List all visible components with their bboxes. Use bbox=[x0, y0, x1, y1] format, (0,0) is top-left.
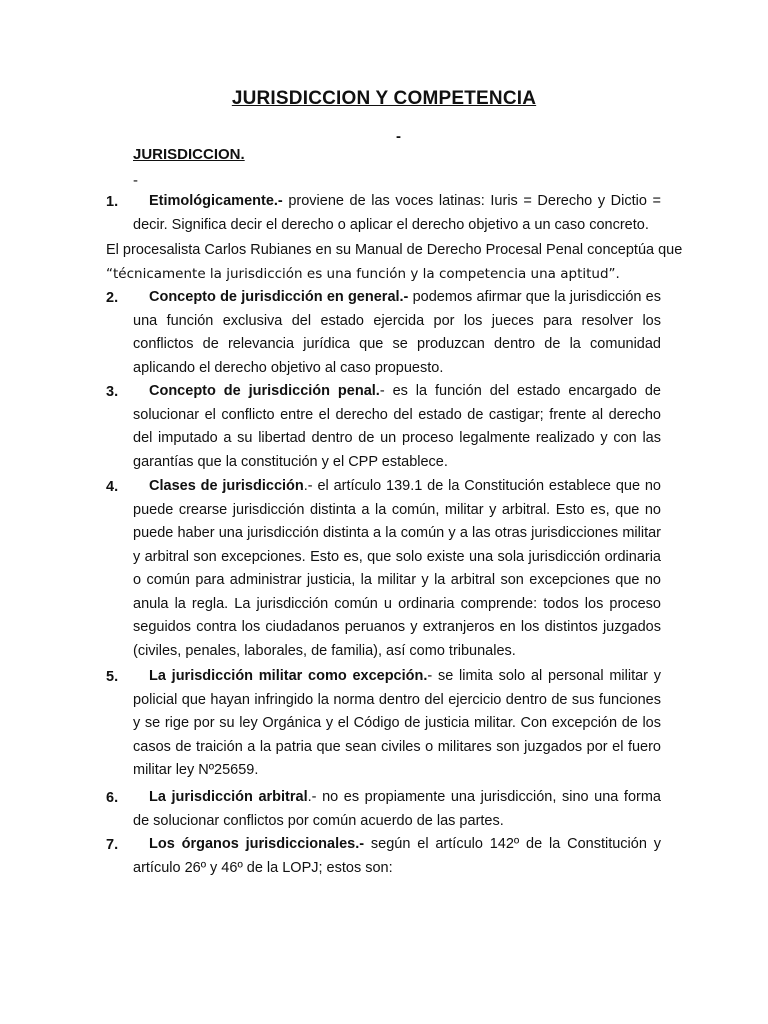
item-text: - es la función del estado encargado de solucionar el conflicto entre el derecho del estado de castigar; frente al derecho del imputado a su libertad dentro de un proceso legalmente realizado y con las garantías que la constitución y el CPP establece. bbox=[133, 383, 661, 470]
item-text: podemos afirmar que la jurisdicción es una función exclusiva del estado ejercida por los jueces para resolver los conflictos de relevancia jurídica que se produzcan dentro de la comunidad aplicando el derecho objetivo al caso propuesto. bbox=[133, 289, 661, 376]
item-heading: Concepto de jurisdicción penal. bbox=[149, 383, 380, 399]
section-heading: JURISDICCION. bbox=[133, 146, 245, 163]
item-number: 4. bbox=[106, 479, 119, 495]
item-text: - se limita solo al personal militar y policial que hayan infringido la norma dentro del ejercicio dentro de sus funciones y se rige por su ley Orgánica y el Código de justicia militar. Con excepción de los casos de traición a la patria que sean civiles o militares son juzgados por el fuero militar ley Nº25659. bbox=[133, 668, 661, 778]
item-number: 5. bbox=[106, 669, 119, 685]
item-text: proviene de las voces latinas: Iuris = Derecho y Dictio = decir. Significa decir el derecho o aplicar el derecho objetivo a un caso concreto. bbox=[133, 193, 661, 233]
item-number: 3. bbox=[106, 384, 119, 400]
list-item-2 bbox=[133, 286, 661, 380]
item-heading: Clases de jurisdicción bbox=[149, 478, 304, 494]
interlude-line-1: El procesalista Carlos Rubianes en su Manual de Derecho Procesal Penal conceptúa que bbox=[106, 242, 683, 258]
item-text: .- el artículo 139.1 de la Constitución establece que no puede crearse jurisdicción distinta a la común, militar y arbitral. Esto es, que no puede haber una jurisdicción distinta a la común y a las otras jurisdicciones militar y arbitral son excepciones. Esto es, que solo existe una sola jurisdicción ordinaria o común para administrar justicia, la militar y la arbitral son excepciones que no anula la regla. La jurisdicción común u ordinaria comprende: todos los proceso seguidos contra los ciudadanos peruanos y extranjeros en los distintos juzgados (civiles, penales, laborales, de familia), así como tribunales. bbox=[133, 478, 661, 659]
item-number: 6. bbox=[106, 790, 119, 806]
section-dash: - bbox=[133, 172, 138, 189]
item-number: 1. bbox=[106, 194, 119, 210]
item-heading: La jurisdicción militar como excepción. bbox=[149, 668, 428, 684]
list-item-4 bbox=[133, 475, 661, 663]
item-heading: La jurisdicción arbitral bbox=[149, 789, 308, 805]
list-item-1 bbox=[133, 190, 661, 237]
item-text: según el artículo 142º de la Constitución y artículo 26º y 46º de la LOPJ; estos son: bbox=[133, 836, 661, 876]
list-item-7 bbox=[133, 833, 661, 880]
item-number: 7. bbox=[106, 837, 119, 853]
list-item-3 bbox=[133, 380, 661, 474]
list-item-6 bbox=[133, 786, 661, 833]
item-heading: Etimológicamente.- bbox=[149, 193, 283, 209]
document-title: JURISDICCION Y COMPETENCIA bbox=[231, 88, 537, 109]
item-text: .- no es propiamente una jurisdicción, sino una forma de solucionar conflictos por común acuerdo de las partes. bbox=[133, 789, 661, 829]
item-heading: Los órganos jurisdiccionales.- bbox=[149, 836, 365, 852]
item-heading: Concepto de jurisdicción en general.- bbox=[149, 289, 409, 305]
interlude-quote: “técnicamente la jurisdicción es una función y la competencia una aptitud”. bbox=[106, 266, 620, 282]
title-dash: - bbox=[396, 128, 401, 145]
list-item-5 bbox=[133, 665, 661, 783]
item-number: 2. bbox=[106, 290, 119, 306]
